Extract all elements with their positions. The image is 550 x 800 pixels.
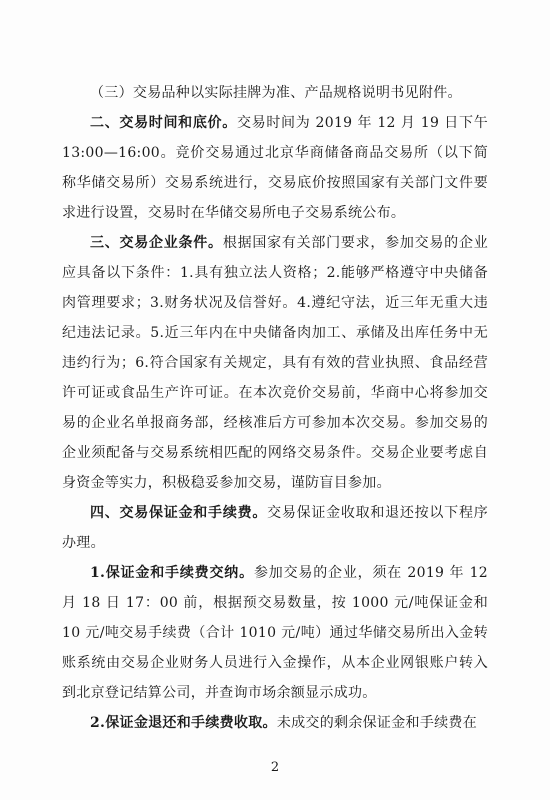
paragraph-text: 交易保证金收取和退还按以下程序办理。 (62, 505, 488, 551)
paragraph-deposit-payment (62, 558, 488, 708)
paragraph-text: 根据国家有关部门要求，参加交易的企业应具备以下条件：1.具有独立法人资格；2.能够严格遵守中央储备肉管理要求；3.财务状况及信誉好。4.遵纪守法，近三年无重大违纪违法记录。5.近三年内在中央储备肉加工、承储及出库任务中无违约行为；6.符合国家有关规定，具有有效的营业执照、食品经营许可证或食品生产许可证。在本次竞价交易前，华商中心将参加交易的企业名单报商务部，经核准后方可参加本次交易。参加交易的企业须配备与交易系统相匹配的网络交易条件。交易企业要考虑自身资金等实力，积极稳妥参加交易，谨防盲目参加。 (62, 235, 489, 491)
paragraph-trading-time (62, 108, 488, 228)
subsection-heading: 2.保证金退还和手续费收取。 (90, 715, 277, 731)
paragraph-text: 交易时间为 2019 年 12 月 19 日下午 13:00—16:00。竞价交易通过北京华商储备商品交易所（以下简称华储交易所）交易系统进行，交易底价按照国家有关部门文件要求进行设置，交易时在华储交易所电子交易系统公布。 (62, 115, 488, 221)
page-number: 2 (270, 760, 280, 775)
subsection-heading: 1.保证金和手续费交纳。 (90, 565, 254, 581)
paragraph-deposit-refund (62, 708, 488, 738)
paragraph-trading-varieties (62, 78, 488, 108)
paragraph-deposit-fees (62, 498, 488, 558)
section-heading: 四、交易保证金和手续费。 (90, 505, 268, 521)
paragraph-enterprise-conditions (62, 228, 488, 498)
section-heading: 三、交易企业条件。 (90, 235, 223, 251)
paragraph-text: （三）交易品种以实际挂牌为准、产品规格说明书见附件。 (90, 85, 462, 101)
paragraph-text: 参加交易的企业，须在 2019 年 12 月 18 日 17：00 前，根据预交易数量，按 1000 元/吨保证金和 10 元/吨交易手续费（合计 1010 元/吨）通过华储交易所出入金转账系统由交易企业财务人员进行入金操作，从本企业网银账户转入到北京登记结算公司，并查询市场余额显示成功。 (62, 565, 489, 701)
section-heading: 二、交易时间和底价。 (90, 115, 237, 131)
paragraph-text: 未成交的剩余保证金和手续费在 (276, 715, 478, 731)
